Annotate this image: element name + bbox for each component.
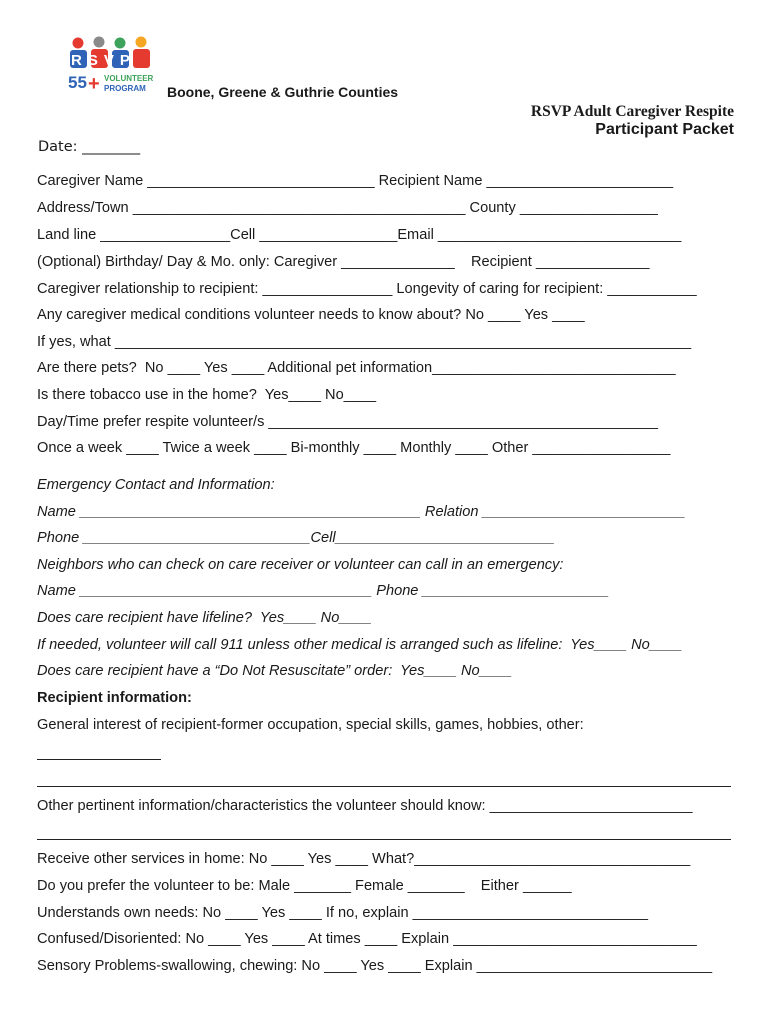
interest-line: General interest of recipient-former occupation, special skills, games, hobbies, other: (37, 717, 584, 733)
form-title: RSVP Adult Caregiver Respite (530, 103, 734, 120)
confused-line[interactable]: Confused/Disoriented: No ____ Yes ____ At times ____ Explain ______________________________ (37, 931, 697, 947)
address-line[interactable]: Address/Town _________________________________________ County _________________ (37, 200, 658, 216)
logo-program: PROGRAM (104, 84, 146, 93)
pertinent-rule[interactable] (37, 839, 731, 840)
form-subtitle: Participant Packet (595, 121, 734, 138)
services-line[interactable]: Receive other services in home: No ____ Yes ____ What?__________________________________ (37, 851, 691, 867)
logo-age: 55 (68, 73, 87, 92)
sensory-line[interactable]: Sensory Problems-swallowing, chewing: No ____ Yes ____ Explain _____________________________ (37, 958, 713, 974)
understands-line[interactable]: Understands own needs: No ____ Yes ____ If no, explain _____________________________ (37, 905, 649, 921)
emergency-heading: Emergency Contact and Information: (37, 477, 275, 493)
logo-volunteer: VOLUNTEER (104, 74, 154, 83)
respite-time-line[interactable]: Day/Time prefer respite volunteer/s ________________________________________________ (37, 414, 659, 430)
lifeline-line[interactable]: Does care recipient have lifeline? Yes____ No____ (37, 610, 372, 626)
logo-letters: RSVP (71, 52, 136, 69)
pertinent-line[interactable]: Other pertinent information/characteristics the volunteer should know: _________________________ (37, 798, 693, 814)
logo-plus: + (88, 73, 100, 95)
date-field[interactable]: Date: ________ (38, 139, 141, 155)
call-911-line[interactable]: If needed, volunteer will call 911 unless other medical is arranged such as lifeline: Yes____ No____ (37, 637, 683, 653)
caregiver-name-line[interactable]: Caregiver Name ____________________________ Recipient Name _______________________ (37, 173, 674, 189)
counties-heading: Boone, Greene & Guthrie Counties (167, 84, 399, 100)
recipient-heading: Recipient information: (37, 690, 192, 706)
tobacco-line[interactable]: Is there tobacco use in the home? Yes____ No____ (37, 387, 377, 403)
interest-rule[interactable] (37, 786, 731, 787)
neighbor-name-line[interactable]: Name ____________________________________ Phone _______________________ (37, 583, 610, 599)
rsvp-logo (66, 36, 156, 98)
phone-email-line[interactable]: Land line ________________Cell _________________Email ______________________________ (37, 227, 682, 243)
medical-conditions-line[interactable]: Any caregiver medical conditions volunteer needs to know about? No ____ Yes ____ (37, 307, 585, 323)
emergency-phone-line[interactable]: Phone ____________________________Cell___________________________ (37, 530, 555, 546)
relationship-line[interactable]: Caregiver relationship to recipient: ________________ Longevity of caring for recipient: ___________ (37, 281, 697, 297)
birthday-line[interactable]: (Optional) Birthday/ Day & Mo. only: Caregiver ______________ Recipient ______________ (37, 254, 650, 270)
pets-line[interactable]: Are there pets? No ____ Yes ____ Additional pet information______________________________ (37, 360, 676, 376)
dnr-line[interactable]: Does care recipient have a “Do Not Resuscitate” order: Yes____ No____ (37, 663, 513, 679)
if-yes-line[interactable]: If yes, what _______________________________________________________________________ (37, 334, 692, 350)
interest-short-rule[interactable] (37, 759, 161, 760)
frequency-line[interactable]: Once a week ____ Twice a week ____ Bi-monthly ____ Monthly ____ Other _________________ (37, 440, 671, 456)
gender-preference-line[interactable]: Do you prefer the volunteer to be: Male _______ Female _______ Either ______ (37, 878, 572, 894)
emergency-name-line[interactable]: Name __________________________________________ Relation _________________________ (37, 504, 686, 520)
neighbors-heading: Neighbors who can check on care receiver or volunteer can call in an emergency: (37, 557, 564, 573)
